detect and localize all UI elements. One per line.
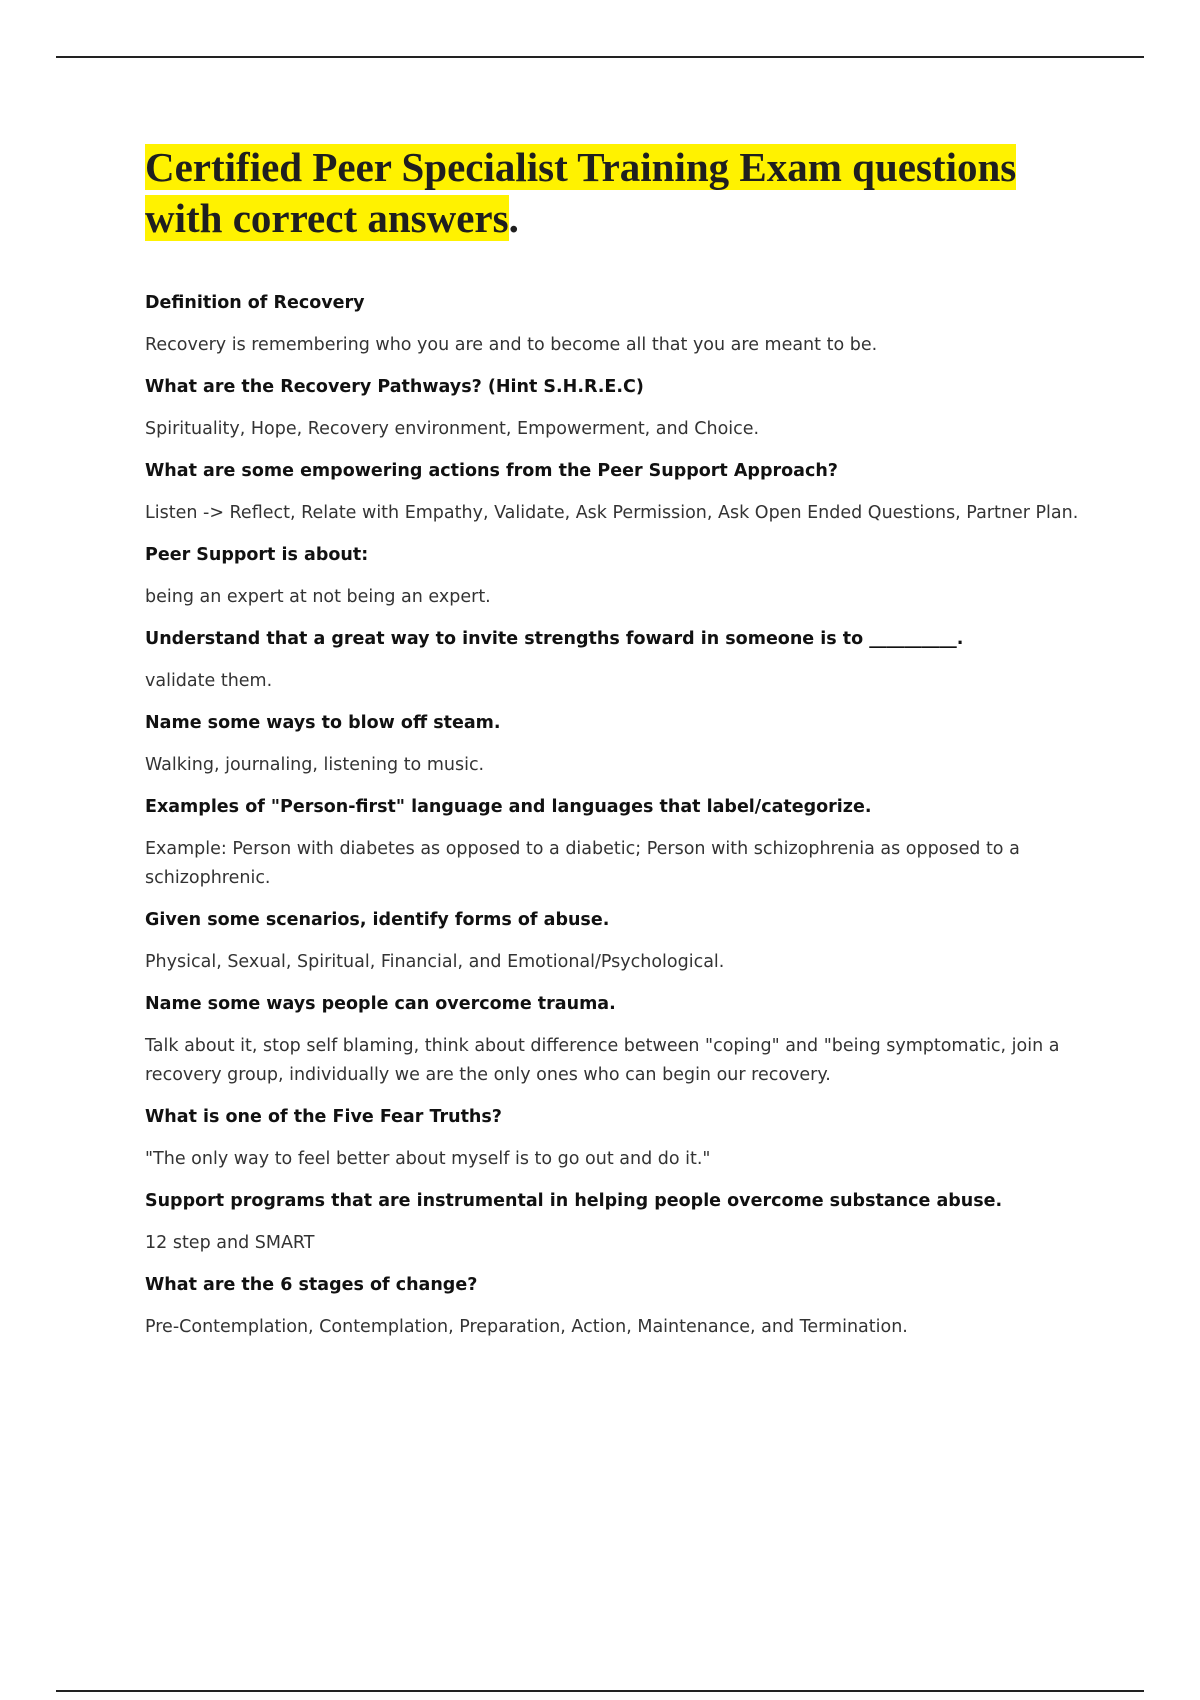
answer-3: Listen -> Reflect, Relate with Empathy, Validate, Ask Permission, Ask Open Ended Questions, Partner Plan. bbox=[145, 503, 1079, 523]
question-8: Given some scenarios, identify forms of abuse. bbox=[145, 910, 610, 930]
answer-10: "The only way to feel better about myself is to go out and do it." bbox=[145, 1149, 711, 1169]
answer-1: Recovery is remembering who you are and to become all that you are meant to be. bbox=[145, 335, 878, 355]
question-2: What are the Recovery Pathways? (Hint S.H.R.E.C) bbox=[145, 377, 644, 397]
answer-6: Walking, journaling, listening to music. bbox=[145, 755, 485, 775]
question-9: Name some ways people can overcome trauma. bbox=[145, 994, 616, 1014]
question-12: What are the 6 stages of change? bbox=[145, 1275, 478, 1295]
question-11: Support programs that are instrumental in helping people overcome substance abuse. bbox=[145, 1191, 1003, 1211]
qa-list bbox=[145, 292, 1095, 1342]
answer-11: 12 step and SMART bbox=[145, 1233, 315, 1253]
question-6: Name some ways to blow off steam. bbox=[145, 713, 501, 733]
answer-8: Physical, Sexual, Spiritual, Financial, and Emotional/Psychological. bbox=[145, 952, 725, 972]
answer-7: Example: Person with diabetes as opposed to a diabetic; Person with schizophrenia as opposed to a schizophrenic. bbox=[145, 839, 1020, 888]
question-5: Understand that a great way to invite strengths foward in someone is to __________. bbox=[145, 629, 964, 649]
answer-12: Pre-Contemplation, Contemplation, Preparation, Action, Maintenance, and Termination. bbox=[145, 1317, 908, 1337]
question-3: What are some empowering actions from the Peer Support Approach? bbox=[145, 461, 838, 481]
answer-5: validate them. bbox=[145, 671, 273, 691]
footer-rule bbox=[56, 1690, 1144, 1692]
title-period: . bbox=[508, 195, 519, 241]
header-rule bbox=[56, 56, 1144, 58]
answer-9: Talk about it, stop self blaming, think about difference between "coping" and "being symptomatic, join a recovery group, individually we are the only ones who can begin our recovery. bbox=[145, 1036, 1060, 1085]
answer-2: Spirituality, Hope, Recovery environment, Empowerment, and Choice. bbox=[145, 419, 760, 439]
question-4: Peer Support is about: bbox=[145, 545, 369, 565]
document-title bbox=[145, 142, 1095, 244]
question-1: Definition of Recovery bbox=[145, 293, 365, 313]
answer-4: being an expert at not being an expert. bbox=[145, 587, 491, 607]
question-10: What is one of the Five Fear Truths? bbox=[145, 1107, 502, 1127]
question-7: Examples of "Person-first" language and languages that label/categorize. bbox=[145, 797, 872, 817]
document-body bbox=[145, 142, 1095, 1358]
title-highlight: Certified Peer Specialist Training Exam questions with correct answers bbox=[145, 144, 1017, 241]
